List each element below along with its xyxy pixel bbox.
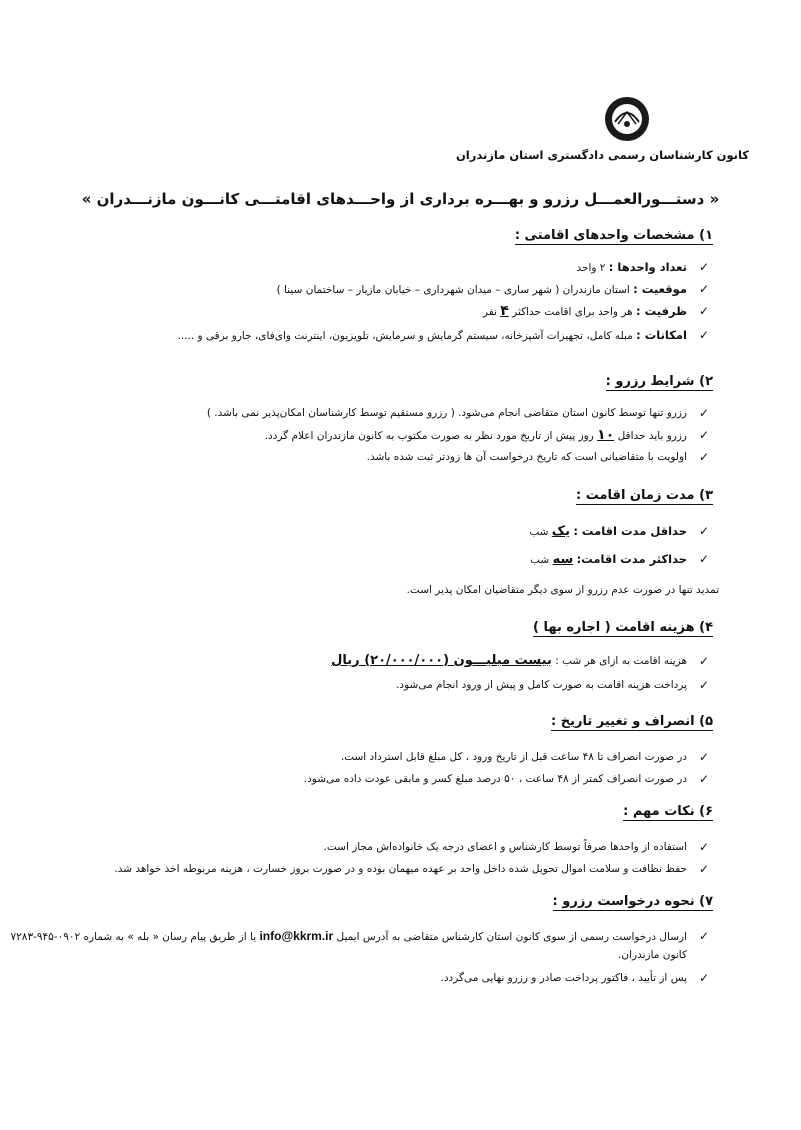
amenities-value: مبله کامل، تجهیزات آشپزخانه، سیستم گرمایش و سرمایش، تلویزیون، اینترنت وای‌فای، جارو برقی و ..... bbox=[177, 330, 633, 342]
terms-list bbox=[40, 405, 709, 465]
check-icon: ✓ bbox=[698, 260, 709, 274]
section-heading: ۶) نکات مهم : bbox=[623, 804, 713, 819]
spec-list bbox=[40, 259, 709, 344]
org-name: کانون کارشناسان رسمی دادگستری استان مازندران bbox=[455, 148, 749, 162]
min-stay-value: یک bbox=[551, 524, 570, 539]
section-heading: ۵) انصراف و تغییر تاریخ : bbox=[551, 714, 713, 729]
amenities-label: امکانات : bbox=[636, 328, 687, 342]
list-item bbox=[40, 281, 709, 303]
check-icon: ✓ bbox=[698, 524, 709, 538]
check-icon: ✓ bbox=[698, 450, 709, 464]
note-text: حفظ نظافت و سلامت اموال تحویل شده داخل واحد بر عهده میهمان بوده و در صورت بروز خسارت ، هزینه مربوطه اخذ خواهد شد. bbox=[114, 863, 687, 875]
section-cost bbox=[40, 616, 713, 693]
section-heading: ۷) نحوه درخواست رزرو : bbox=[552, 894, 713, 909]
check-icon: ✓ bbox=[698, 282, 709, 296]
capacity-label: ظرفیت : bbox=[636, 304, 687, 318]
cost-text: پرداخت هزینه اقامت به صورت کامل و پیش از ورود انجام می‌شود. bbox=[396, 679, 687, 691]
cancellation-list bbox=[40, 749, 709, 787]
check-icon: ✓ bbox=[698, 654, 709, 668]
section-heading: ۱) مشخصات واحدهای اقامتی : bbox=[514, 228, 713, 243]
request-list bbox=[10, 927, 709, 986]
section-unit-specs bbox=[40, 224, 713, 344]
check-icon: ✓ bbox=[698, 750, 709, 764]
extension-note: تمدید تنها در صورت عدم رزرو از سوی دیگر متقاضیان امکان پذیر است. bbox=[406, 584, 719, 596]
days-number: ۱۰ bbox=[597, 427, 615, 443]
list-item bbox=[40, 551, 709, 568]
request-text: یا از طریق پیام رسان « بله » به شماره ۰۹۰۲-۹۴۵-۷۲۸۳ کانون مازندران. bbox=[10, 931, 687, 961]
check-icon: ✓ bbox=[698, 678, 709, 692]
location-value: استان مازندران ( شهر ساری – میدان شهرداری – خیابان مازیار – ساختمان سینا ) bbox=[276, 284, 630, 296]
check-icon: ✓ bbox=[698, 428, 709, 442]
list-item bbox=[40, 771, 709, 787]
max-stay-unit: شب bbox=[530, 554, 550, 566]
units-value: ۲ واحد bbox=[576, 262, 606, 274]
list-item bbox=[40, 677, 709, 693]
notes-list bbox=[40, 839, 709, 877]
contact-email: info@kkrm.ir bbox=[259, 929, 334, 943]
capacity-unit: نفر bbox=[482, 306, 497, 318]
max-stay-label: حداکثر مدت اقامت: bbox=[576, 552, 687, 566]
location-label: موقعیت : bbox=[633, 282, 687, 296]
section-heading: ۳) مدت زمان اقامت : bbox=[576, 488, 713, 503]
request-text: پس از تأیید ، فاکتور پرداخت صادر و رزرو نهایی می‌گردد. bbox=[440, 972, 687, 984]
section-cancellation bbox=[40, 710, 713, 787]
section-important-notes bbox=[40, 800, 713, 877]
list-item bbox=[40, 861, 709, 877]
list-item bbox=[40, 303, 709, 327]
cancellation-text: در صورت انصراف کمتر از ۴۸ ساعت ، ۵۰ درصد مبلغ کسر و مابقی عودت داده می‌شود. bbox=[303, 773, 687, 785]
check-icon: ✓ bbox=[698, 772, 709, 786]
check-icon: ✓ bbox=[698, 304, 709, 318]
list-item bbox=[40, 449, 709, 465]
term-text: رزرو تنها توسط کانون استان متقاضی انجام می‌شود. ( رزرو مستقیم توسط کارشناسان امکان‌پذیر نمی باشد. ) bbox=[206, 407, 687, 419]
cancellation-text: در صورت انصراف تا ۴۸ ساعت قبل از تاریخ ورود ، کل مبلغ قابل استرداد است. bbox=[340, 751, 687, 763]
document-title: « دستـــورالعمـــل رزرو و بهـــره برداری از واحـــدهای اقامتـــی کانـــون مازنـــدران » bbox=[81, 190, 720, 208]
check-icon: ✓ bbox=[698, 552, 709, 566]
min-stay-unit: شب bbox=[529, 526, 549, 538]
capacity-text: هر واحد برای اقامت حداکثر bbox=[512, 306, 633, 318]
duration-list bbox=[40, 523, 709, 568]
section-heading: ۴) هزینه اقامت ( اجاره بها ) bbox=[533, 620, 713, 635]
capacity-number: ۴ bbox=[500, 303, 509, 319]
note-text: استفاده از واحدها صرفاً توسط کارشناس و اعضای درجه یک خانواده‌اش مجاز است. bbox=[323, 841, 687, 853]
list-item bbox=[40, 327, 709, 344]
check-icon: ✓ bbox=[698, 929, 709, 943]
check-icon: ✓ bbox=[698, 971, 709, 985]
kanoon-emblem-icon bbox=[604, 96, 650, 142]
section-request-process bbox=[10, 890, 713, 986]
list-item bbox=[40, 970, 709, 986]
list-item bbox=[0, 927, 709, 964]
term-text: رزرو باید حداقل bbox=[617, 430, 687, 442]
section-heading: ۲) شرایط رزرو : bbox=[605, 374, 713, 389]
list-item bbox=[40, 749, 709, 771]
units-label: تعداد واحدها : bbox=[608, 260, 687, 274]
list-item bbox=[40, 405, 709, 427]
check-icon: ✓ bbox=[698, 328, 709, 342]
term-text: اولویت با متقاضیانی است که تاریخ درخواست آن ها زودتر ثبت شده باشد. bbox=[366, 451, 687, 463]
nightly-rate: بیست میلیـــون (۲۰/۰۰۰/۰۰۰) ریال bbox=[331, 653, 552, 668]
section-stay-duration bbox=[40, 484, 719, 596]
check-icon: ✓ bbox=[698, 840, 709, 854]
list-item bbox=[40, 839, 709, 861]
max-stay-value: سه bbox=[552, 552, 574, 567]
check-icon: ✓ bbox=[698, 406, 709, 420]
cost-text: هزینه اقامت به ازای هر شب : bbox=[555, 655, 687, 667]
list-item bbox=[40, 523, 709, 551]
min-stay-label: حداقل مدت اقامت : bbox=[573, 524, 687, 538]
term-text: روز پیش از تاریخ مورد نظر به صورت مکتوب به کانون مازندران اعلام گردد. bbox=[264, 430, 594, 442]
list-item bbox=[40, 259, 709, 281]
list-item bbox=[40, 427, 709, 449]
cost-list bbox=[40, 653, 709, 693]
section-reservation-terms bbox=[40, 370, 713, 465]
check-icon: ✓ bbox=[698, 862, 709, 876]
request-text: ارسال درخواست رسمی از سوی کانون استان کارشناس متقاضی به آدرس ایمیل bbox=[336, 931, 687, 943]
list-item bbox=[40, 653, 709, 677]
